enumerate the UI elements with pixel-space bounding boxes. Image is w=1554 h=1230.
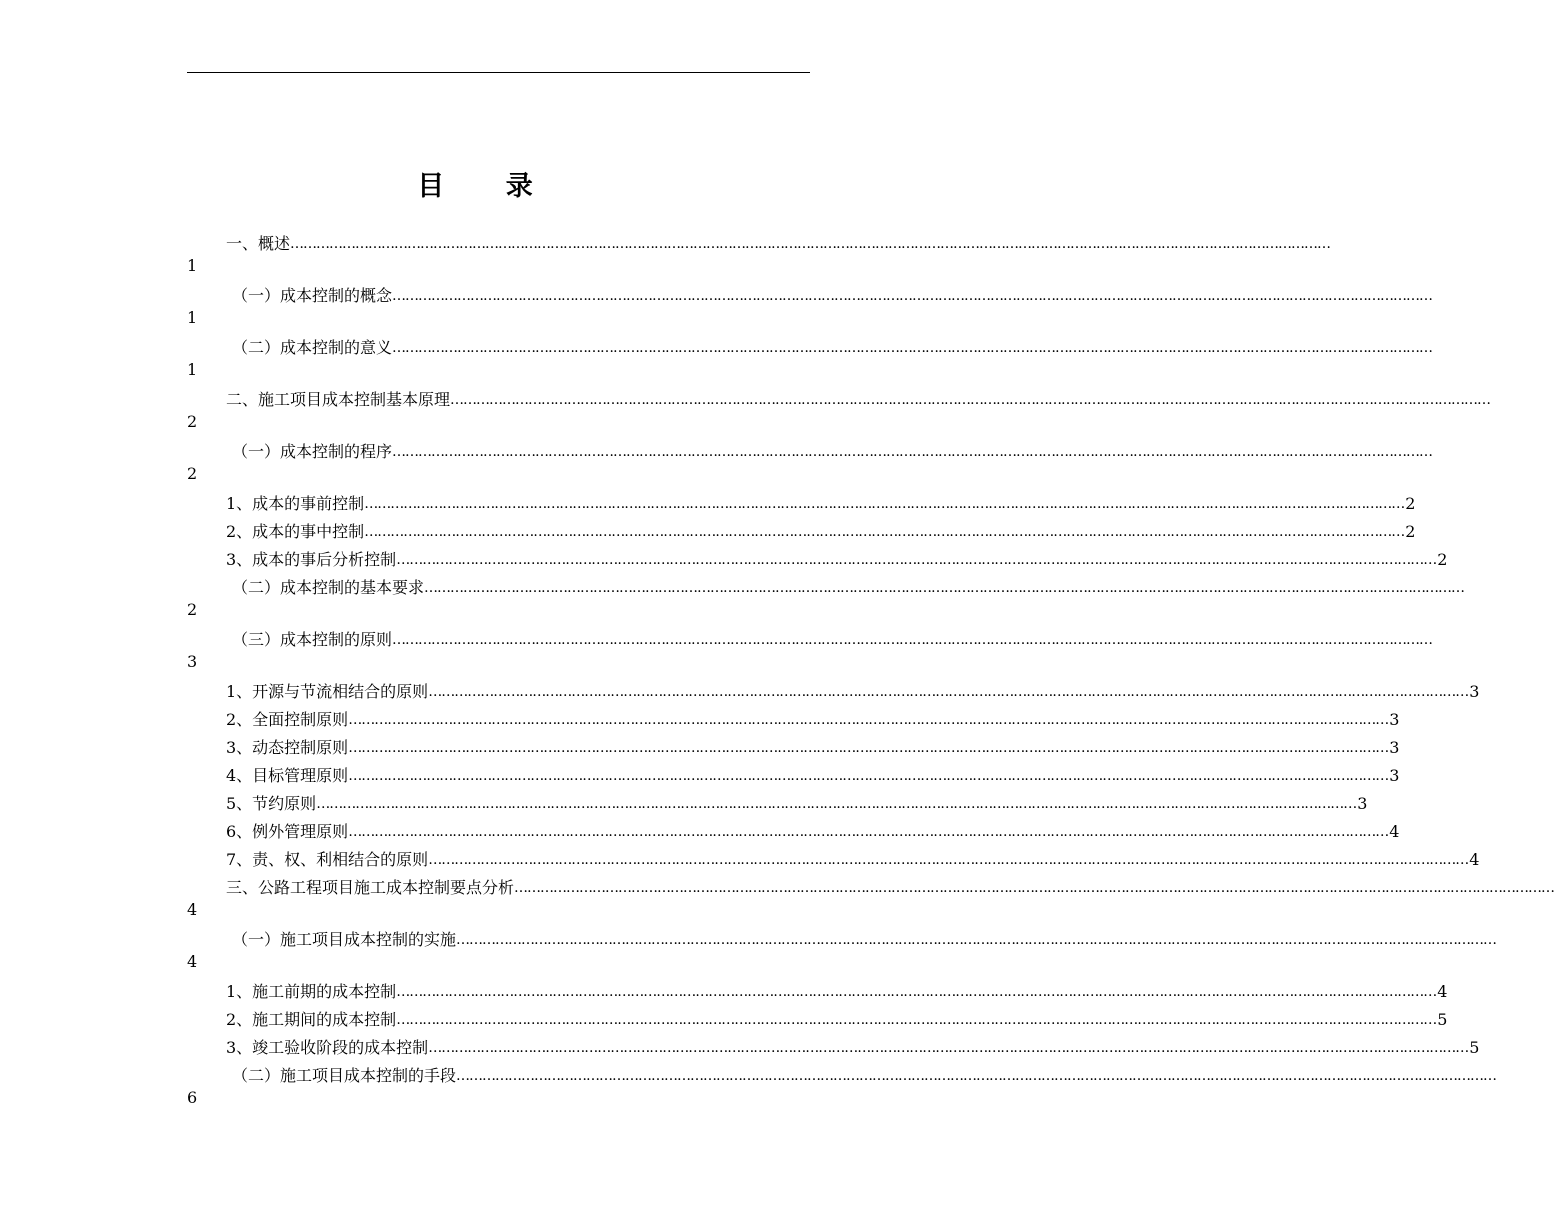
toc-entry[interactable] xyxy=(226,848,1480,872)
toc-page-number: 3 xyxy=(1357,794,1368,813)
toc-entry-label: 6、例外管理原则 xyxy=(226,822,349,841)
toc-page-number: 1 xyxy=(187,360,198,379)
toc-entry-label: 3、成本的事后分析控制 xyxy=(226,550,397,569)
toc-page-number: 6 xyxy=(187,1088,198,1107)
toc-entry-label: 1、开源与节流相结合的原则 xyxy=(226,682,429,701)
toc-dot-leader: …………………………………………………………………………………………………………………………………………………………………………………………………………………… xyxy=(348,824,1389,840)
toc-entry-label: （一）成本控制的概念 xyxy=(232,286,393,305)
toc-entry-label: 7、责、权、利相结合的原则 xyxy=(226,850,429,869)
toc-page-number: 2 xyxy=(187,464,198,483)
toc-entry-label: 3、竣工验收阶段的成本控制 xyxy=(226,1038,429,1057)
toc-entry-label: 一、概述 xyxy=(226,234,291,253)
toc-entry-label: 三、公路工程项目施工成本控制要点分析 xyxy=(226,878,515,897)
toc-entry[interactable] xyxy=(232,440,1433,464)
toc-dot-leader: …………………………………………………………………………………………………………………………………………………………………………………………………………………… xyxy=(514,880,1554,896)
toc-entry-label: （一）成本控制的程序 xyxy=(232,442,393,461)
toc-dot-leader: …………………………………………………………………………………………………………………………………………………………………………………………………………………… xyxy=(392,340,1433,356)
toc-dot-leader: …………………………………………………………………………………………………………………………………………………………………………………………………………………… xyxy=(348,740,1389,756)
toc-dot-leader: …………………………………………………………………………………………………………………………………………………………………………………………………………………… xyxy=(364,524,1405,540)
toc-entry[interactable] xyxy=(226,388,1491,412)
toc-page-number: 2 xyxy=(187,600,198,619)
toc-page-number: 2 xyxy=(1405,494,1416,513)
toc-entry[interactable] xyxy=(226,548,1448,572)
toc-entry[interactable] xyxy=(226,520,1416,544)
toc-entry-label: （二）施工项目成本控制的手段 xyxy=(232,1066,457,1085)
toc-dot-leader: …………………………………………………………………………………………………………………………………………………………………………………………………………………… xyxy=(456,932,1497,948)
toc-page-number: 3 xyxy=(1389,766,1400,785)
toc-dot-leader: …………………………………………………………………………………………………………………………………………………………………………………………………………………… xyxy=(396,1012,1437,1028)
toc-dot-leader: …………………………………………………………………………………………………………………………………………………………………………………………………………………… xyxy=(450,392,1491,408)
toc-page-number: 4 xyxy=(1469,850,1480,869)
toc-entry-label: 5、节约原则 xyxy=(226,794,317,813)
toc-entry[interactable] xyxy=(226,736,1400,760)
toc-entry[interactable] xyxy=(226,820,1400,844)
toc-page-number: 3 xyxy=(187,652,198,671)
toc-page-number: 4 xyxy=(187,952,198,971)
toc-page-number: 2 xyxy=(187,412,198,431)
toc-entry-label: （二）成本控制的基本要求 xyxy=(232,578,425,597)
toc-page-number: 3 xyxy=(1469,682,1480,701)
toc-dot-leader: …………………………………………………………………………………………………………………………………………………………………………………………………………………… xyxy=(428,1040,1469,1056)
toc-dot-leader: …………………………………………………………………………………………………………………………………………………………………………………………………………………… xyxy=(364,496,1405,512)
page-title: 目 录 xyxy=(417,171,559,202)
toc-page-number: 1 xyxy=(187,256,198,275)
toc-page-number: 2 xyxy=(1437,550,1448,569)
toc-entry-label: 1、施工前期的成本控制 xyxy=(226,982,397,1001)
toc-dot-leader: …………………………………………………………………………………………………………………………………………………………………………………………………………………… xyxy=(396,552,1437,568)
toc-entry[interactable] xyxy=(232,628,1433,652)
toc-dot-leader: …………………………………………………………………………………………………………………………………………………………………………………………………………………… xyxy=(428,684,1469,700)
toc-entry-label: （三）成本控制的原则 xyxy=(232,630,393,649)
toc-dot-leader: …………………………………………………………………………………………………………………………………………………………………………………………………………………… xyxy=(424,580,1465,596)
toc-page-number: 4 xyxy=(1437,982,1448,1001)
toc-dot-leader: …………………………………………………………………………………………………………………………………………………………………………………………………………………… xyxy=(348,768,1389,784)
toc-entry[interactable] xyxy=(226,1036,1480,1060)
toc-entry-label: 2、全面控制原则 xyxy=(226,710,349,729)
toc-entry-label: 4、目标管理原则 xyxy=(226,766,349,785)
toc-page-number: 3 xyxy=(1389,710,1400,729)
toc-entry-label: 2、施工期间的成本控制 xyxy=(226,1010,397,1029)
toc-entry[interactable] xyxy=(232,1064,1497,1088)
toc-dot-leader: …………………………………………………………………………………………………………………………………………………………………………………………………………………… xyxy=(396,984,1437,1000)
toc-entry[interactable] xyxy=(232,284,1433,308)
toc-entry[interactable] xyxy=(226,792,1368,816)
toc-page-number: 1 xyxy=(187,308,198,327)
toc-entry-label: 3、动态控制原则 xyxy=(226,738,349,757)
toc-entry[interactable] xyxy=(226,492,1416,516)
toc-dot-leader: …………………………………………………………………………………………………………………………………………………………………………………………………………………… xyxy=(428,852,1469,868)
toc-page-number: 5 xyxy=(1437,1010,1448,1029)
toc-dot-leader: …………………………………………………………………………………………………………………………………………………………………………………………………………………… xyxy=(316,796,1357,812)
toc-entry[interactable] xyxy=(226,680,1480,704)
toc-entry[interactable] xyxy=(226,980,1448,1004)
toc-entry-label: 1、成本的事前控制 xyxy=(226,494,365,513)
toc-entry[interactable] xyxy=(232,576,1465,600)
toc-entry[interactable] xyxy=(232,928,1497,952)
toc-entry-label: （一）施工项目成本控制的实施 xyxy=(232,930,457,949)
toc-page-number: 5 xyxy=(1469,1038,1480,1057)
toc-entry[interactable] xyxy=(226,764,1400,788)
toc-dot-leader: …………………………………………………………………………………………………………………………………………………………………………………………………………………… xyxy=(392,444,1433,460)
toc-dot-leader: …………………………………………………………………………………………………………………………………………………………………………………………………………………… xyxy=(392,632,1433,648)
toc-page-number: 4 xyxy=(1389,822,1400,841)
toc-page-number: 3 xyxy=(1389,738,1400,757)
toc-entry[interactable] xyxy=(226,232,1331,256)
toc-entry-label: 2、成本的事中控制 xyxy=(226,522,365,541)
toc-entry-label: （二）成本控制的意义 xyxy=(232,338,393,357)
toc-page-number: 2 xyxy=(1405,522,1416,541)
toc-page-number: 4 xyxy=(187,900,198,919)
toc-dot-leader: …………………………………………………………………………………………………………………………………………………………………………………………………………………… xyxy=(348,712,1389,728)
toc-dot-leader: …………………………………………………………………………………………………………………………………………………………………………………………………………………… xyxy=(290,236,1331,252)
toc-entry[interactable] xyxy=(226,876,1554,900)
toc-dot-leader: …………………………………………………………………………………………………………………………………………………………………………………………………………………… xyxy=(392,288,1433,304)
toc-entry-label: 二、施工项目成本控制基本原理 xyxy=(226,390,451,409)
toc-entry[interactable] xyxy=(232,336,1433,360)
toc-dot-leader: …………………………………………………………………………………………………………………………………………………………………………………………………………………… xyxy=(456,1068,1497,1084)
toc-entry[interactable] xyxy=(226,708,1400,732)
toc-entry[interactable] xyxy=(226,1008,1448,1032)
